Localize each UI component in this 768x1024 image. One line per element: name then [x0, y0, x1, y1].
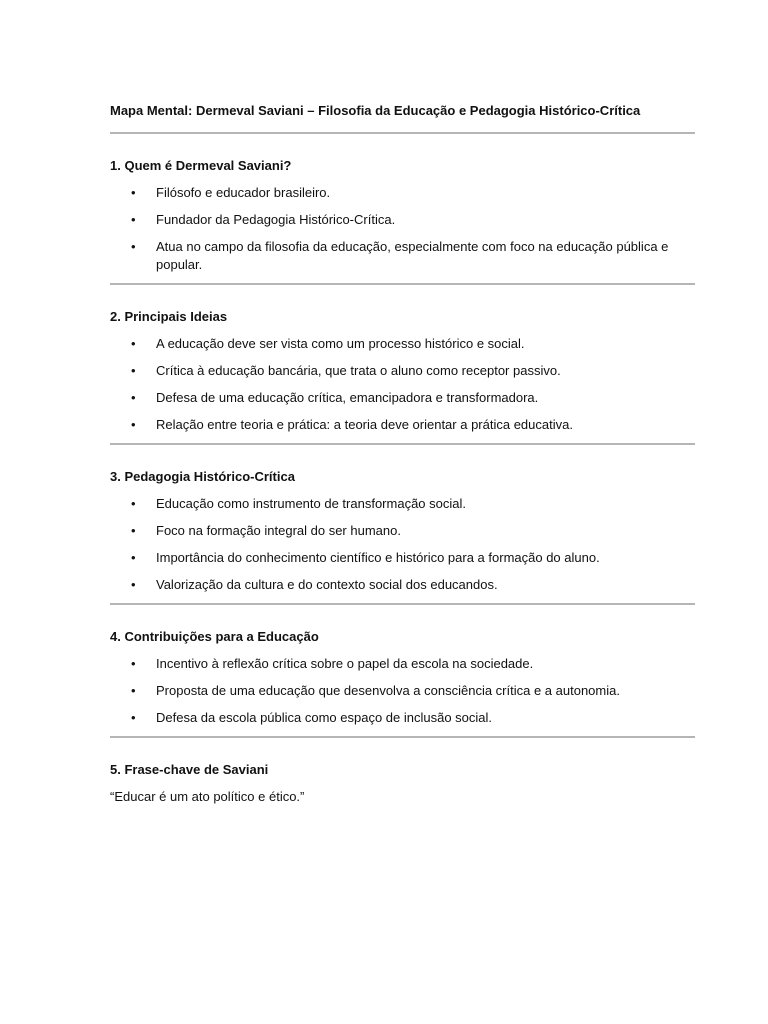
list-item-text: Atua no campo da filosofia da educação, especialmente com foco na educação pública e popular.: [156, 239, 669, 272]
list-item-text: A educação deve ser vista como um processo histórico e social.: [156, 336, 525, 351]
section-quem-e-saviani: [110, 134, 695, 285]
list-item: [110, 238, 695, 274]
bullet-icon: •: [131, 417, 136, 432]
bullet-icon: •: [131, 239, 136, 254]
bullet-icon: •: [131, 550, 136, 565]
bullet-icon: •: [131, 363, 136, 378]
list-item-text: Fundador da Pedagogia Histórico-Crítica.: [156, 212, 396, 227]
section-heading: 4. Contribuições para a Educação: [110, 629, 319, 644]
bullet-icon: •: [131, 656, 136, 671]
section-contribuicoes: [110, 605, 695, 738]
list-item-text: Valorização da cultura e do contexto social dos educandos.: [156, 577, 498, 592]
list-item: [110, 495, 695, 513]
list-item-text: Relação entre teoria e prática: a teoria deve orientar a prática educativa.: [156, 417, 573, 432]
bullet-list: [110, 495, 695, 594]
bullet-icon: •: [131, 523, 136, 538]
list-item-text: Crítica à educação bancária, que trata o aluno como receptor passivo.: [156, 363, 561, 378]
section-heading: 5. Frase-chave de Saviani: [110, 762, 269, 777]
list-item: [110, 335, 695, 353]
bullet-icon: •: [131, 336, 136, 351]
bullet-icon: •: [131, 390, 136, 405]
bullet-list: [110, 184, 695, 274]
document-page: [110, 102, 695, 806]
bullet-icon: •: [131, 185, 136, 200]
list-item: [110, 549, 695, 567]
list-item-text: Defesa de uma educação crítica, emancipadora e transformadora.: [156, 390, 539, 405]
list-item-text: Defesa da escola pública como espaço de inclusão social.: [156, 710, 493, 725]
list-item: [110, 655, 695, 673]
list-item-text: Proposta de uma educação que desenvolva a consciência crítica e a autonomia.: [156, 683, 620, 698]
list-item-text: Educação como instrumento de transformação social.: [156, 496, 466, 511]
section-heading: 2. Principais Ideias: [110, 309, 228, 324]
section-pedagogia-historico-critica: [110, 445, 695, 605]
list-item: [110, 522, 695, 540]
list-item-text: Foco na formação integral do ser humano.: [156, 523, 401, 538]
document-title: Mapa Mental: Dermeval Saviani – Filosofia da Educação e Pedagogia Histórico-Crítica: [110, 103, 641, 118]
section-heading: 3. Pedagogia Histórico-Crítica: [110, 469, 295, 484]
list-item: [110, 709, 695, 727]
bullet-list: [110, 655, 695, 727]
list-item-text: Incentivo à reflexão crítica sobre o papel da escola na sociedade.: [156, 656, 534, 671]
list-item: [110, 362, 695, 380]
bullet-icon: •: [131, 683, 136, 698]
bullet-icon: •: [131, 496, 136, 511]
list-item: [110, 184, 695, 202]
list-item-text: Importância do conhecimento científico e histórico para a formação do aluno.: [156, 550, 600, 565]
list-item: [110, 211, 695, 229]
section-principais-ideias: [110, 285, 695, 445]
key-quote: “Educar é um ato político e ético.”: [110, 789, 305, 804]
bullet-icon: •: [131, 212, 136, 227]
list-item-text: Filósofo e educador brasileiro.: [156, 185, 331, 200]
bullet-icon: •: [131, 710, 136, 725]
section-frase-chave: [110, 738, 695, 806]
list-item: [110, 682, 695, 700]
bullet-list: [110, 335, 695, 434]
list-item: [110, 389, 695, 407]
list-item: [110, 576, 695, 594]
list-item: [110, 416, 695, 434]
section-heading: 1. Quem é Dermeval Saviani?: [110, 158, 292, 173]
bullet-icon: •: [131, 577, 136, 592]
